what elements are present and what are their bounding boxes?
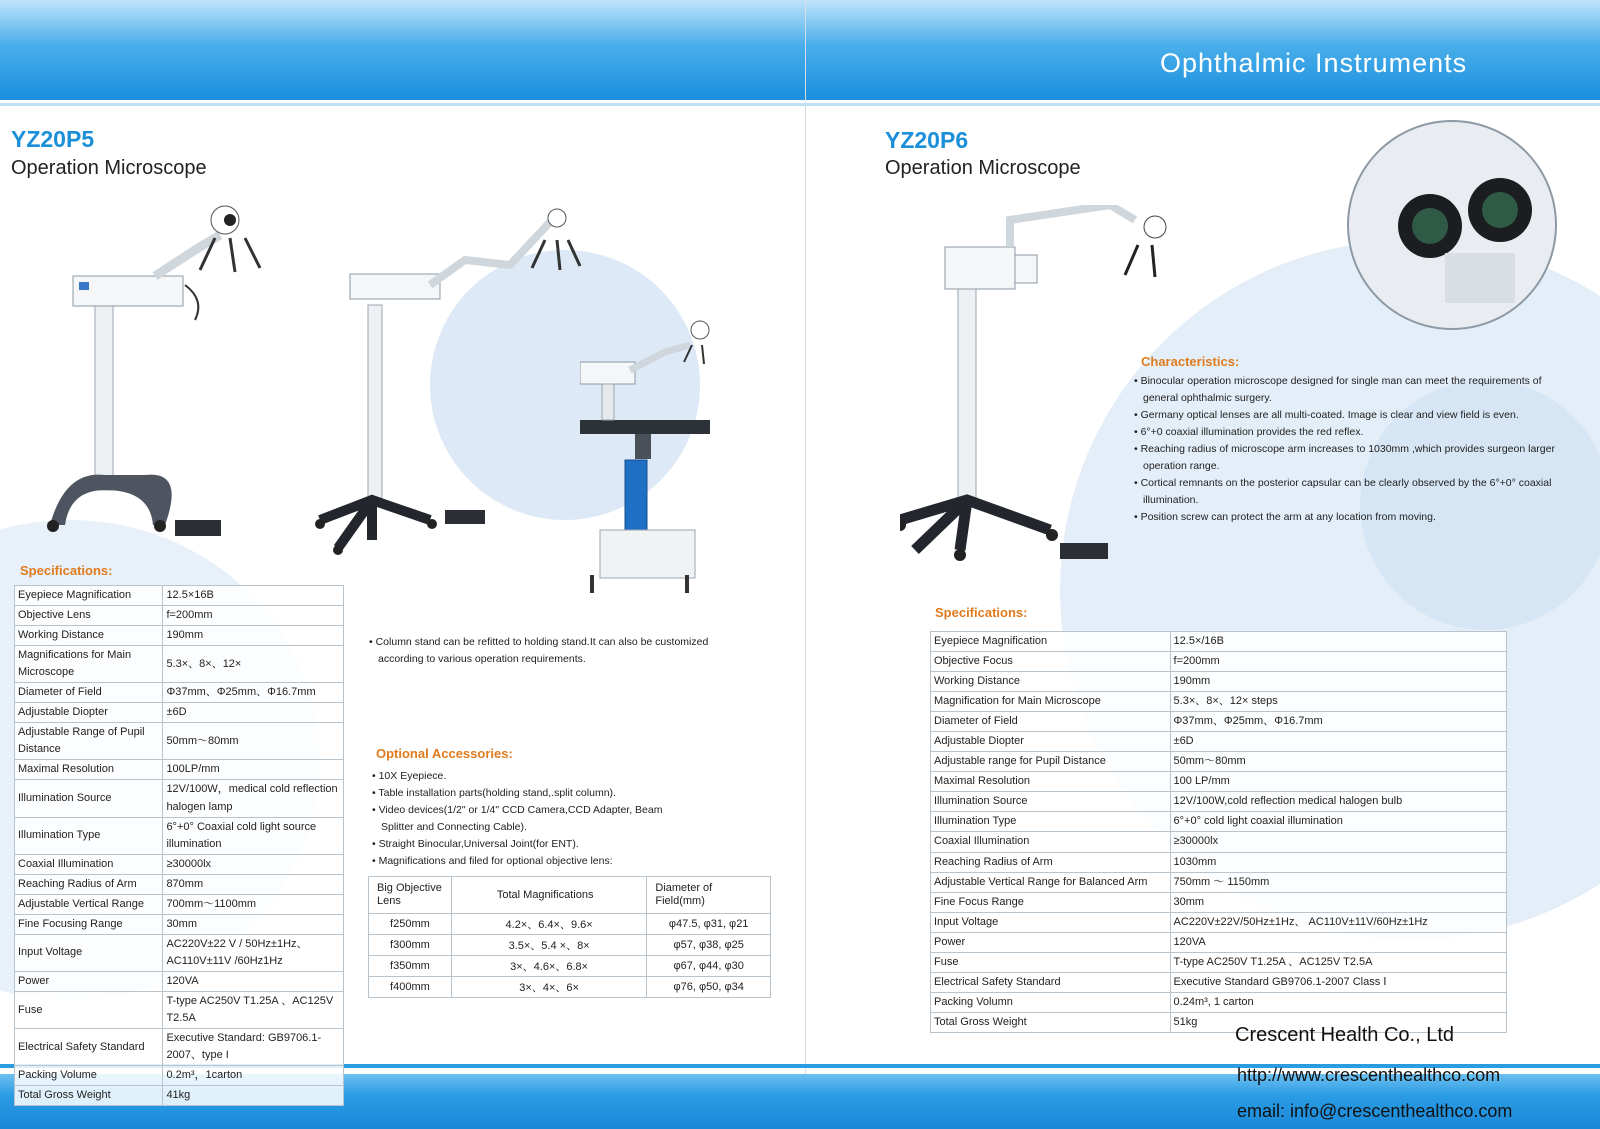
spec-row [931,952,1507,972]
company-name: Crescent Health Co., Ltd [1235,1024,1454,1046]
spec-value: 30mm [1170,892,1506,912]
spec-value: 190mm [163,626,344,646]
spec-label: Illumination Type [15,817,163,854]
spec-value: f=200mm [163,606,344,626]
accessory-item: • Straight Binocular,Universal Joint(for ENT). [372,836,692,853]
spec-label: Working Distance [931,672,1171,692]
spec-value: T-type AC250V T1.25A 、AC125V T2.5A [163,991,344,1028]
spec-row [931,892,1507,912]
spec-value: 12.5×/16B [1170,632,1506,652]
spec-value: ±6D [1170,732,1506,752]
lens-table [368,876,771,998]
lens-row [369,935,771,956]
spec-value: 1030mm [1170,852,1506,872]
spec-label: Input Voltage [15,934,163,971]
lens-row [369,914,771,935]
header-divider-light [0,103,1600,106]
characteristic-item: • Position screw can protect the arm at any location from moving. [1134,509,1576,526]
spec-value: 5.3×、8×、12× [163,646,344,683]
spec-label: Adjustable Vertical Range [15,894,163,914]
spec-row [15,971,344,991]
spec-label: Power [931,932,1171,952]
spec-label: Fine Focus Range [931,892,1171,912]
lens-row [369,977,771,998]
spec-row [931,932,1507,952]
characteristic-item: • 6°+0 coaxial illumination provides the red reflex. [1134,424,1576,441]
lens-objective: f400mm [369,977,452,998]
spec-row [15,1086,344,1106]
spec-value: 750mm ～ 1150mm [1170,872,1506,892]
spec-label: Illumination Source [931,792,1171,812]
right-subtitle: Operation Microscope [885,157,1081,179]
spec-label: Illumination Type [931,812,1171,832]
spec-value: 100 LP/mm [1170,772,1506,792]
spec-value: 5.3×、8×、12× steps [1170,692,1506,712]
spec-value: 12V/100W,cold reflection medical halogen bulb [1170,792,1506,812]
spec-row [15,760,344,780]
website-link[interactable]: http://www.crescenthealthco.com [1237,1065,1501,1085]
spec-label: Objective Focus [931,652,1171,672]
right-spec-table [930,631,1507,1033]
spec-row [931,752,1507,772]
microscope-photo-3 [580,300,750,595]
spec-value: Executive Standard: GB9706.1-2007、type I [163,1029,344,1066]
characteristic-item: • Binocular operation microscope designed for single man can meet the requirements of general ophthalmic surgery. [1134,373,1576,407]
spec-row [931,872,1507,892]
spec-label: Adjustable Vertical Range for Balanced Arm [931,872,1171,892]
spec-row [931,732,1507,752]
spec-row [15,586,344,606]
spec-value: 0.24m³, 1 carton [1170,992,1506,1012]
spec-label: Working Distance [15,626,163,646]
spec-label: Adjustable Range of Pupil Distance [15,723,163,760]
right-specs-title: Specifications: [935,605,1028,620]
left-model-name: YZ20P5 [11,126,95,152]
spec-row [931,832,1507,852]
spec-label: Maximal Resolution [931,772,1171,792]
spec-row [931,792,1507,812]
spec-row [931,652,1507,672]
spec-value: T-type AC250V T1.25A 、AC125V T2.5A [1170,952,1506,972]
accessory-item: • Video devices(1/2" or 1/4" CCD Camera,CCD Adapter, Beam Splitter and Connecting Cable). [372,802,692,836]
eyepiece-closeup-photo [1345,118,1560,333]
spec-value: ±6D [163,703,344,723]
spec-row [931,812,1507,832]
spec-label: Total Gross Weight [931,1012,1171,1032]
email-link[interactable]: email: info@crescenthealthco.com [1237,1101,1513,1121]
characteristic-item: • Cortical remnants on the posterior capsular can be clearly observed by the 6°+0° coaxial illumination. [1134,475,1576,509]
spec-label: Diameter of Field [931,712,1171,732]
spec-label: Fine Focusing Range [15,914,163,934]
spec-row [15,991,344,1028]
spec-row [15,606,344,626]
page-fold [805,0,806,1129]
spec-label: Objective Lens [15,606,163,626]
spec-value: 6°+0° cold light coaxial illumination [1170,812,1506,832]
spec-value: 870mm [163,874,344,894]
spec-row [15,914,344,934]
spec-row [15,683,344,703]
microscope-photo-2 [310,200,590,560]
spec-row [15,626,344,646]
spec-row [15,854,344,874]
spec-label: Eyepiece Magnification [15,586,163,606]
spec-value: 6°+0° Coaxial cold light source illumination [163,817,344,854]
spec-label: Power [15,971,163,991]
accessories-list [372,768,692,870]
spec-row [15,723,344,760]
lens-magnification: 3×、4×、6× [451,977,647,998]
note-item: • Column stand can be refitted to holding stand.It can also be customized according to various operation requirements. [369,634,709,668]
spec-value: f=200mm [1170,652,1506,672]
spec-label: Fuse [15,991,163,1028]
left-note [369,634,709,668]
lens-field: φ67, φ44, φ30 [647,956,771,977]
spec-row [931,992,1507,1012]
spec-label: Packing Volumn [931,992,1171,1012]
spec-value: 41kg [163,1086,344,1106]
spec-label: Illumination Source [15,780,163,817]
characteristics-list [1134,373,1576,526]
accessory-item: • 10X Eyepiece. [372,768,692,785]
lens-objective: f250mm [369,914,452,935]
spec-row [931,912,1507,932]
spec-value: 30mm [163,914,344,934]
left-spec-table [14,585,344,1106]
spec-label: Magnifications for Main Microscope [15,646,163,683]
spec-row [15,646,344,683]
spec-label: Adjustable range for Pupil Distance [931,752,1171,772]
spec-value: 50mm～80mm [1170,752,1506,772]
microscope-photo-1 [35,180,265,555]
spec-value: 120VA [1170,932,1506,952]
lens-magnification: 4.2×、6.4×、9.6× [451,914,647,935]
spec-label: Input Voltage [931,912,1171,932]
right-model-name: YZ20P6 [885,127,969,153]
spec-row [931,692,1507,712]
spec-row [15,894,344,914]
spec-row [931,712,1507,732]
header-divider [0,96,1600,100]
spec-value: Φ37mm、Φ25mm、Φ16.7mm [1170,712,1506,732]
accessories-title: Optional Accessories: [376,746,513,761]
spec-value: AC220V±22 V / 50Hz±1Hz、AC110V±11V /60Hz1Hz [163,934,344,971]
spec-label: Electrical Safety Standard [931,972,1171,992]
spec-row [931,972,1507,992]
spec-label: Reaching Radius of Arm [15,874,163,894]
spec-value: 100LP/mm [163,760,344,780]
accessory-item: • Magnifications and filed for optional objective lens: [372,853,692,870]
spec-label: Coaxial Illumination [931,832,1171,852]
characteristic-item: • Reaching radius of microscope arm increases to 1030mm ,which provides surgeon larger operation range. [1134,441,1576,475]
spec-row [15,780,344,817]
spec-label: Eyepiece Magnification [931,632,1171,652]
spec-label: Diameter of Field [15,683,163,703]
lens-magnification: 3.5×、5.4 ×、8× [451,935,647,956]
spec-row [931,852,1507,872]
lens-objective: f350mm [369,956,452,977]
spec-label: Coaxial Illumination [15,854,163,874]
spec-label: Fuse [931,952,1171,972]
spec-label: Packing Volume [15,1066,163,1086]
spec-label: Reaching Radius of Arm [931,852,1171,872]
left-specs-title: Specifications: [20,563,113,578]
spec-row [15,934,344,971]
left-subtitle: Operation Microscope [11,157,207,179]
spec-label: Adjustable Diopter [15,703,163,723]
spec-value: ≥30000lx [1170,832,1506,852]
spec-row [931,632,1507,652]
spec-row [15,1066,344,1086]
spec-label: Total Gross Weight [15,1086,163,1106]
lens-header-field: Diameter of Field(mm) [647,877,771,914]
lens-header-objective: Big Objective Lens [369,877,452,914]
characteristics-title: Characteristics: [1141,354,1240,369]
spec-row [931,672,1507,692]
spec-value: AC220V±22V/50Hz±1Hz、 AC110V±11V/60Hz±1Hz [1170,912,1506,932]
spec-row [931,772,1507,792]
lens-field: φ76, φ50, φ34 [647,977,771,998]
spec-value: 50mm～80mm [163,723,344,760]
lens-field: φ57, φ38, φ25 [647,935,771,956]
spec-row [15,1029,344,1066]
spec-value: Executive Standard GB9706.1-2007 Class Ⅰ [1170,972,1506,992]
spec-value: 120VA [163,971,344,991]
lens-header-magnification: Total Magnifications [451,877,647,914]
spec-value: 12.5×16B [163,586,344,606]
lens-magnification: 3×、4.6×、6.8× [451,956,647,977]
spec-value: Φ37mm、Φ25mm、Φ16.7mm [163,683,344,703]
spec-label: Maximal Resolution [15,760,163,780]
spec-value: 700mm～1100mm [163,894,344,914]
spec-label: Adjustable Diopter [931,732,1171,752]
header-title: Ophthalmic Instruments [1160,48,1468,78]
spec-row [15,874,344,894]
spec-value: 51kg [1170,1012,1506,1032]
spec-value: ≥30000lx [163,854,344,874]
spec-value: 0.2m³，1carton [163,1066,344,1086]
lens-row [369,956,771,977]
lens-objective: f300mm [369,935,452,956]
spec-row [15,817,344,854]
spec-label: Electrical Safety Standard [15,1029,163,1066]
accessory-item: • Table installation parts(holding stand,.split column). [372,785,692,802]
spec-value: 190mm [1170,672,1506,692]
lens-field: φ47.5, φ31, φ21 [647,914,771,935]
characteristic-item: • Germany optical lenses are all multi-coated. Image is clear and view field is even. [1134,407,1576,424]
spec-value: 12V/100W，medical cold reflection halogen lamp [163,780,344,817]
spec-label: Magnification for Main Microscope [931,692,1171,712]
spec-row [15,703,344,723]
